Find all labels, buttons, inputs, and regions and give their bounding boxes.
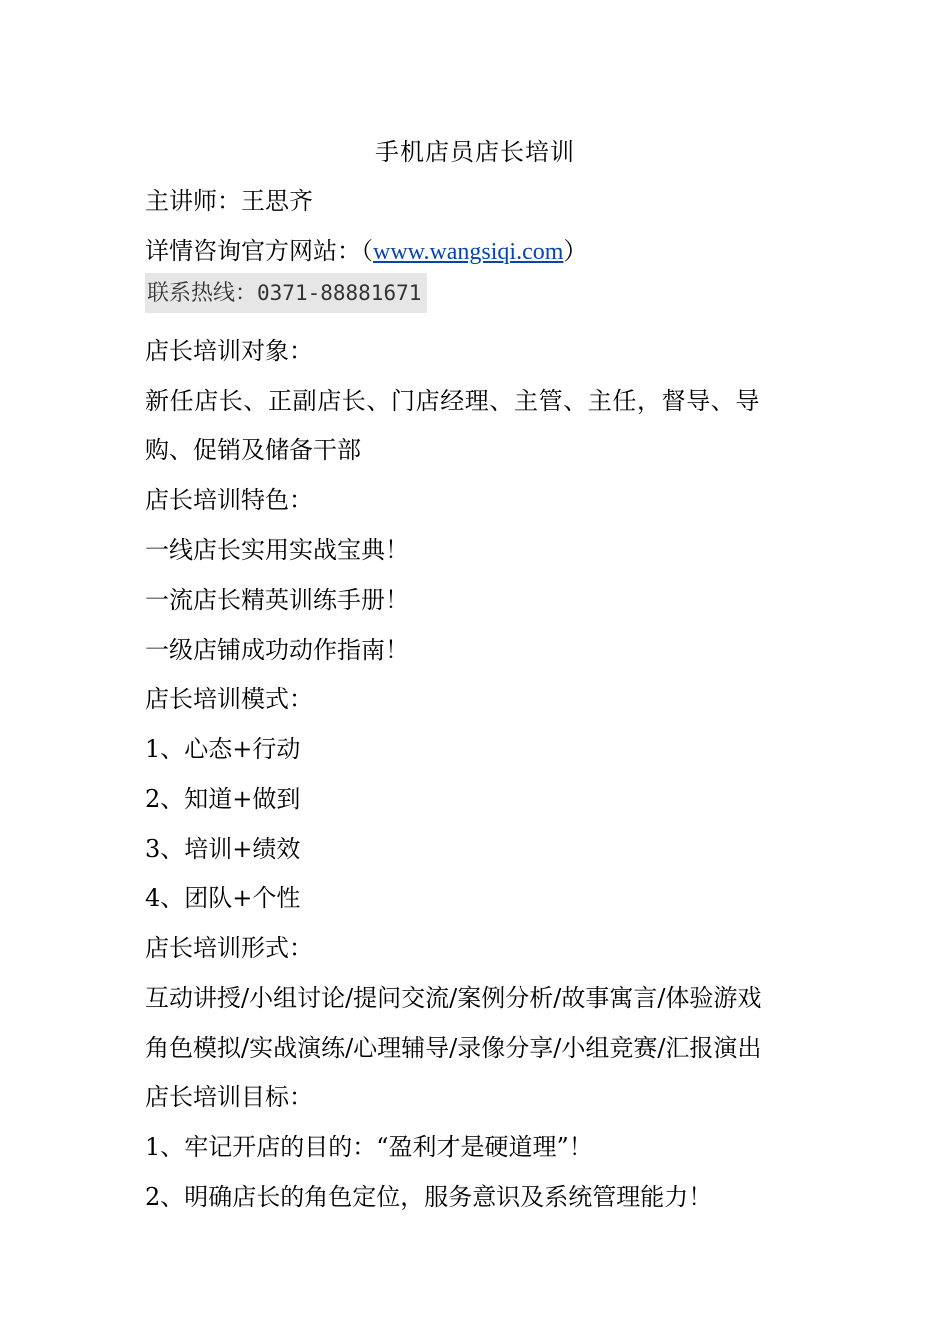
- goal-heading: 店长培训目标：: [145, 1083, 313, 1111]
- form-heading: 店长培训形式：: [145, 934, 313, 962]
- website-prefix: 详情咨询官方网站：（: [145, 237, 373, 265]
- hotline-banner: [145, 273, 427, 313]
- target-heading: 店长培训对象：: [145, 337, 313, 365]
- feature-item: 一流店长精英训练手册！: [145, 586, 409, 614]
- document-title: 手机店员店长培训: [375, 138, 575, 166]
- hotline-number: 0371-88881671: [257, 281, 422, 305]
- lecturer-line: 主讲师：王思齐: [145, 187, 313, 215]
- mode-item: 4、团队+个性: [145, 884, 301, 912]
- feature-item: 一级店铺成功动作指南！: [145, 636, 409, 664]
- mode-item: 2、知道+做到: [145, 785, 301, 813]
- hotline-label: 联系热线：: [147, 281, 258, 306]
- form-text-line-2: 角色模拟/实战演练/心理辅导/录像分享/小组竞赛/汇报演出: [145, 1034, 762, 1062]
- goal-item: 1、牢记开店的目的：“盈利才是硬道理”！: [145, 1133, 593, 1161]
- feature-heading: 店长培训特色：: [145, 486, 313, 514]
- target-text-line-2: 购、促销及储备干部: [145, 436, 361, 464]
- feature-item: 一线店长实用实战宝典！: [145, 536, 409, 564]
- website-line: [145, 235, 587, 268]
- goal-item: 2、明确店长的角色定位，服务意识及系统管理能力！: [145, 1183, 713, 1211]
- mode-item: 1、心态+行动: [145, 735, 301, 763]
- target-text-line-1: 新任店长、正副店长、门店经理、主管、主任，督导、导: [145, 387, 760, 415]
- mode-item: 3、培训+绩效: [145, 835, 301, 863]
- website-suffix: ）: [563, 237, 588, 265]
- mode-heading: 店长培训模式：: [145, 685, 313, 713]
- website-link[interactable]: www.wangsiqi.com: [373, 239, 564, 265]
- form-text-line-1: 互动讲授/小组讨论/提问交流/案例分析/故事寓言/体验游戏: [145, 984, 762, 1012]
